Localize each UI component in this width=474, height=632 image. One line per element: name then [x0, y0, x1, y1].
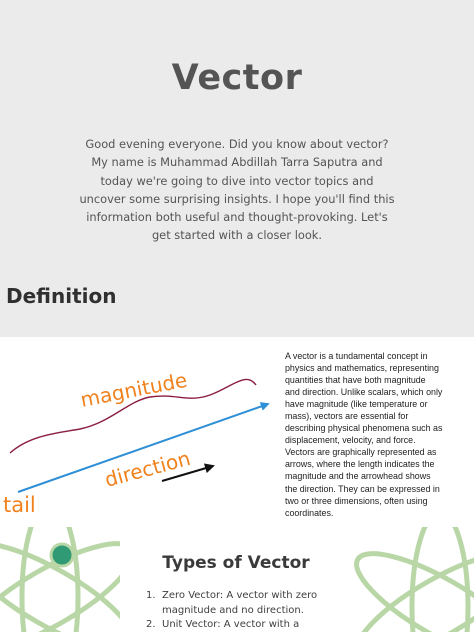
definition-line: the direction. They can be expressed in	[285, 483, 440, 494]
section-heading: Definition	[6, 284, 117, 308]
list-line: Zero Vector: A vector with zero	[162, 590, 318, 601]
intro-line: Good evening everyone. Did you know about vector?	[85, 137, 389, 151]
definition-line: physics and mathematics, representing	[285, 363, 439, 374]
definition-paragraph	[285, 350, 472, 519]
definition-line: magnitude and the arrowhead shows	[285, 471, 431, 482]
right-atom-icon	[344, 527, 474, 632]
definition-line: arrows, where the length indicates the	[285, 459, 435, 470]
list-line: Unit Vector: A vector with a	[162, 619, 300, 631]
intro-line: uncover some surprising insights. I hope you'll find this	[79, 191, 395, 206]
definition-slide	[0, 337, 474, 632]
intro-paragraph	[76, 135, 398, 245]
types-list	[146, 589, 342, 632]
magnitude-label: magnitude	[78, 367, 190, 412]
tail-label: tail	[3, 493, 36, 517]
list-line: magnitude and no direction.	[162, 604, 304, 616]
definition-line: describing physical phenomena such as	[285, 423, 443, 434]
definition-line: and direction. Unlike scalars, which only	[285, 387, 443, 398]
list-number: 2.	[146, 619, 156, 631]
definition-line: Vectors are graphically represented as	[285, 447, 437, 458]
vector-diagram	[0, 337, 285, 527]
definition-line: A vector is a tundamental concept in	[285, 351, 428, 361]
intro-line: today we're going to dive into vector topics and	[100, 173, 374, 188]
types-card	[120, 533, 352, 632]
direction-label: direction	[102, 445, 193, 492]
intro-line: My name is Muhammad Abdillah Tarra Saputra and	[91, 155, 383, 170]
page-title: Vector	[171, 58, 303, 98]
definition-line: have magnitude (like temperature or	[285, 399, 428, 410]
list-item	[146, 618, 342, 632]
definition-line: coordinates.	[285, 507, 334, 518]
intro-line: get started with a closer look.	[151, 228, 323, 243]
definition-line: quantities that have both magnitude	[285, 375, 426, 386]
left-atom-dot	[51, 544, 73, 566]
definition-line: mass), vectors are essential for	[285, 411, 409, 422]
list-item	[146, 589, 342, 618]
definition-line: displacement, velocity, and force.	[285, 435, 416, 446]
intro-line: information both useful and thought-provoking. Let's	[86, 210, 388, 225]
definition-line: two or three dimensions, often using	[285, 495, 428, 506]
types-title: Types of Vector	[162, 553, 310, 573]
list-number: 1.	[146, 590, 156, 601]
